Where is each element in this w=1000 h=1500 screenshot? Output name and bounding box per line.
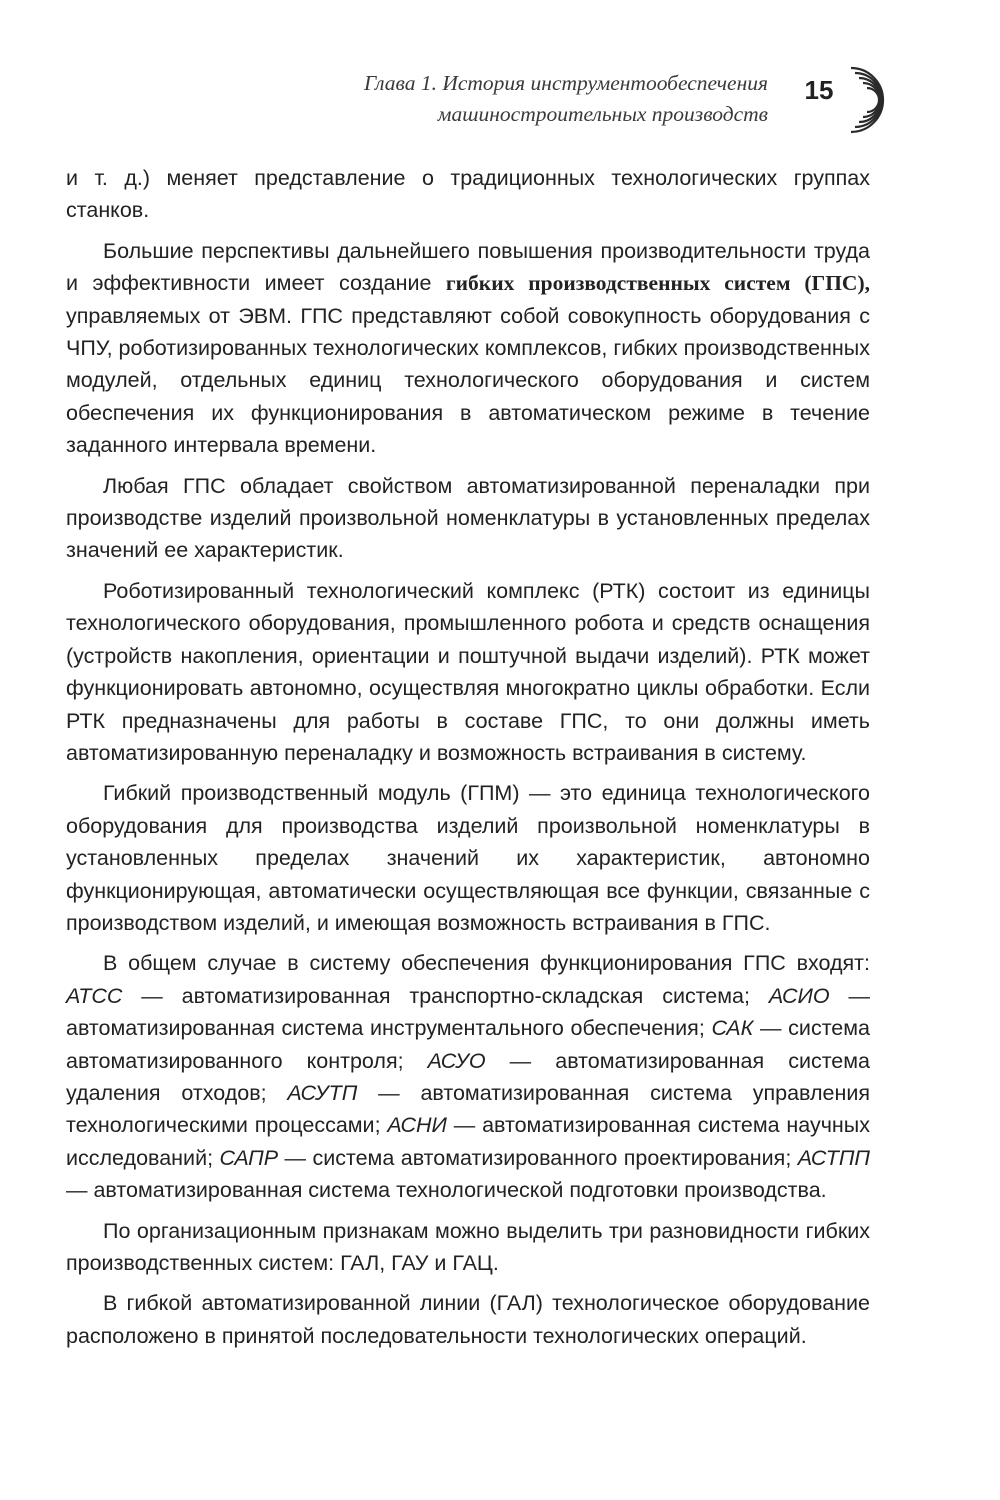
term-asutp-definition: — автоматизированная система управления технологическими процессами; (66, 1080, 870, 1138)
term-atss-definition: — автоматизированная транспортно-складская система; (122, 983, 769, 1008)
page-number-badge (797, 64, 893, 136)
paragraph-1: и т. д.) меняет представление о традиционных технологических группах станков. (66, 166, 870, 223)
paragraph-5: Гибкий производственный модуль (ГПМ) — это единица технологического оборудования для производства изделий произвольной номенклатуры в установленных пределах значений их характеристик, автономно функционирующая, автоматически осуществляющая все функции, связанные с производством изделий, и имеющая возможность встраивания в ГПС. (66, 781, 870, 935)
paragraph-7: По организационным признакам можно выделить три разновидности гибких производственных систем: ГАЛ, ГАУ и ГАЦ. (66, 1218, 870, 1275)
term-sak-definition: — система автоматизированного контроля; (66, 1016, 870, 1073)
page-number-arcs-icon (797, 64, 893, 136)
chapter-title-line-1: Глава 1. История инструментообеспечения (364, 71, 768, 95)
term-sapr: САПР (219, 1145, 279, 1170)
term-asio-definition: — автоматизированная система инструментального обеспечения; (66, 983, 870, 1041)
page-number: 15 (804, 75, 834, 105)
term-asni: АСНИ (387, 1113, 447, 1138)
term-sapr-definition: — система автоматизированного проектирования; (278, 1145, 798, 1170)
term-asuo-definition: — автоматизированная система удаления отходов; (66, 1048, 871, 1105)
term-atss: АТСС (66, 983, 123, 1008)
term-asuo: АСУО (427, 1048, 486, 1073)
body-text (66, 162, 870, 1360)
paragraph-6 (66, 947, 870, 1206)
paragraph-2 (66, 235, 870, 462)
paragraph-2-text-a: Большие перспективы дальнейшего повышения производительности труда и эффективности имеет создание (66, 238, 870, 296)
paragraph-4: Роботизированный технологический комплекс (РТК) состоит из единицы технологического оборудования, промышленного робота и средств оснащения (устройств накопления, ориентации и поштучной выдачи изделий). РТК может функционировать автономно, осуществляя многократно циклы обработки. Если РТК предназначены для работы в составе ГПС, то они должны иметь автоматизированную переналадку и возможность встраивания в систему. (66, 578, 870, 765)
paragraph-3: Любая ГПС обладает свойством автоматизированной переналадки при производстве изделий произвольной номенклатуры в установленных пределах значений ее характеристик. (66, 473, 870, 563)
chapter-title-line-2: машиностроительных производств (437, 102, 768, 126)
term-astpp-definition: — автоматизированная система технологической подготовки производства. (66, 1178, 827, 1203)
term-asio: АСИО (768, 983, 830, 1008)
term-asni-definition: — автоматизированная система научных исследований; (66, 1113, 870, 1170)
paragraph-2-text-b: управляемых от ЭВМ. ГПС представляют собой совокупность оборудования с ЧПУ, роботизированных технологических комплексов, гибких производственных модулей, отдельных единиц технологического оборудования и систем обеспечения их функционирования в автоматическом режиме в течение заданного интервала времени. (66, 303, 870, 458)
paragraph-6-intro: В общем случае в систему обеспечения функционирования ГПС входят: (103, 951, 870, 976)
paragraph-8: В гибкой автоматизированной линии (ГАЛ) технологическое оборудование расположено в принятой последовательности технологических операций. (66, 1291, 870, 1348)
term-astpp: АСТПП (797, 1145, 870, 1170)
term-asutp: АСУТП (287, 1080, 358, 1105)
term-gps-bold: гибких производственных систем (ГПС), (445, 271, 870, 296)
running-header (364, 68, 768, 130)
term-sak: САК (711, 1016, 754, 1041)
